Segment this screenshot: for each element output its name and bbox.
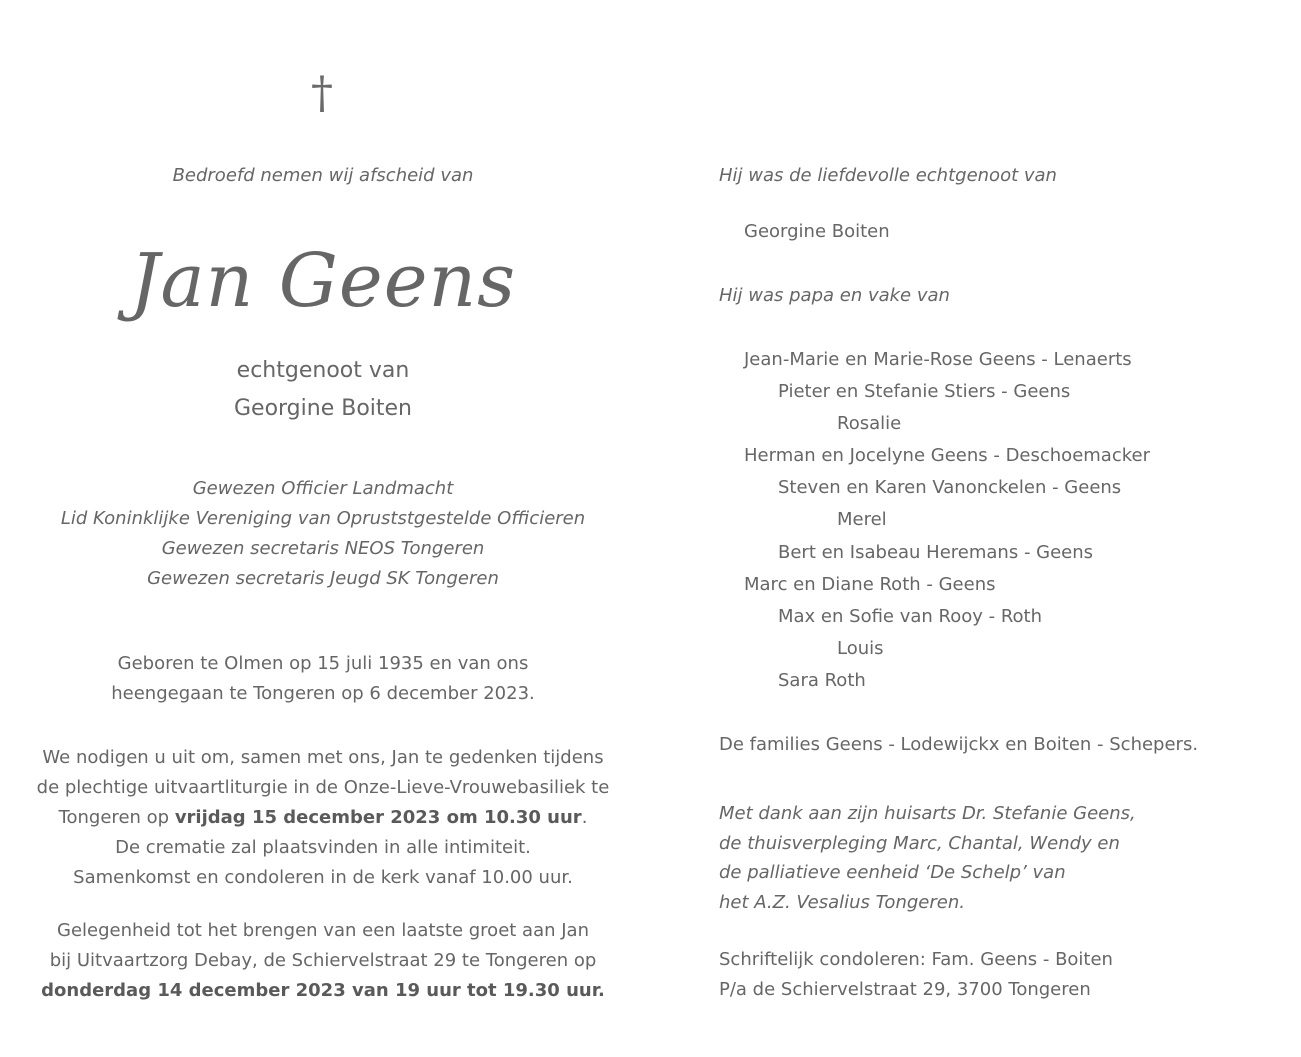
role-item: Gewezen secretaris Jeugd SK Tongeren: [147, 568, 499, 589]
visitation-info: [22, 916, 624, 1006]
announcement-intro: Bedroefd nemen wij afscheid van: [172, 165, 474, 186]
invite-line-datetime: [22, 803, 624, 833]
visit-datetime: donderdag 14 december 2023 van 19 uur tot 19.30 uur.: [41, 980, 605, 1001]
invite-line: Samenkomst en condoleren in de kerk vanaf 10.00 uur.: [73, 867, 573, 888]
condolence-address-line: P/a de Schiervelstraat 29, 3700 Tongeren: [719, 979, 1091, 1000]
family-list: [719, 344, 1279, 697]
spouse-name: Georgine Boiten: [233, 396, 413, 421]
invite-line: de plechtige uitvaartliturgie in de Onze-Lieve-Vrouwebasiliek te: [36, 777, 610, 798]
birth-line: Geboren te Olmen op 15 juli 1935 en van ons: [117, 653, 529, 674]
visit-line: Gelegenheid tot het brengen van een laatste groet aan Jan: [57, 920, 589, 941]
deceased-name: Jan Geens: [129, 238, 517, 324]
thanks-line: de palliatieve eenheid ‘De Schelp’ van: [719, 862, 1066, 883]
invite-suffix: .: [581, 807, 588, 828]
thanks-line: de thuisverpleging Marc, Chantal, Wendy en: [719, 832, 1120, 854]
birth-death-text: [22, 649, 624, 709]
condolence-address: [719, 945, 1279, 1005]
cross-icon: †: [311, 68, 333, 119]
funeral-invitation: [22, 743, 624, 893]
role-item: Gewezen secretaris NEOS Tongeren: [161, 538, 485, 559]
family-member: Jean-Marie en Marie-Rose Geens - Lenaerts: [744, 349, 1132, 370]
spouse-entry: [719, 219, 1279, 245]
family-member: Marc en Diane Roth - Geens: [744, 573, 996, 595]
thanks-line: het A.Z. Vesalius Tongeren.: [719, 891, 965, 913]
invite-line: De crematie zal plaatsvinden in alle intimiteit.: [115, 837, 531, 858]
family-member: Rosalie: [837, 413, 902, 435]
family-member: Sara Roth: [778, 669, 866, 691]
families-line: De families Geens - Lodewijckx en Boiten - Schepers.: [719, 734, 1199, 755]
family-member: Bert en Isabeau Heremans - Geens: [778, 541, 1094, 563]
spouse-block: [22, 352, 624, 428]
family-member: Louis: [837, 637, 884, 659]
family-member: Pieter en Stefanie Stiers - Geens: [778, 381, 1071, 403]
spouse-intro: Hij was de liefdevolle echtgenoot van: [719, 165, 1057, 186]
family-member: Merel: [837, 509, 887, 531]
role-item: Gewezen Officier Landmacht: [192, 478, 454, 499]
funeral-datetime: vrijdag 15 december 2023 om 10.30 uur: [174, 807, 582, 828]
family-member: Steven en Karen Vanonckelen - Geens: [778, 477, 1122, 499]
role-item: Lid Koninklijke Vereniging van Opruststgestelde Officieren: [60, 508, 586, 529]
condolence-line: Schriftelijk condoleren: Fam. Geens - Boiten: [719, 949, 1113, 970]
roles-list: [22, 474, 624, 594]
thanks-text: [719, 799, 1279, 917]
invite-line: We nodigen u uit om, samen met ons, Jan te gedenken tijdens: [42, 747, 604, 768]
spouse-label: echtgenoot van: [236, 358, 410, 383]
spouse-entry-name: Georgine Boiten: [744, 221, 890, 242]
thanks-line: Met dank aan zijn huisarts Dr. Stefanie Geens,: [719, 803, 1136, 824]
invite-prefix: Tongeren op: [58, 807, 175, 828]
family-intro: Hij was papa en vake van: [719, 285, 950, 306]
family-member: Herman en Jocelyne Geens - Deschoemacker: [744, 445, 1150, 467]
family-member: Max en Sofie van Rooy - Roth: [778, 605, 1043, 627]
visit-line: bij Uitvaartzorg Debay, de Schiervelstraat 29 te Tongeren op: [49, 950, 597, 971]
death-line: heengegaan te Tongeren op 6 december 2023.: [111, 683, 535, 704]
